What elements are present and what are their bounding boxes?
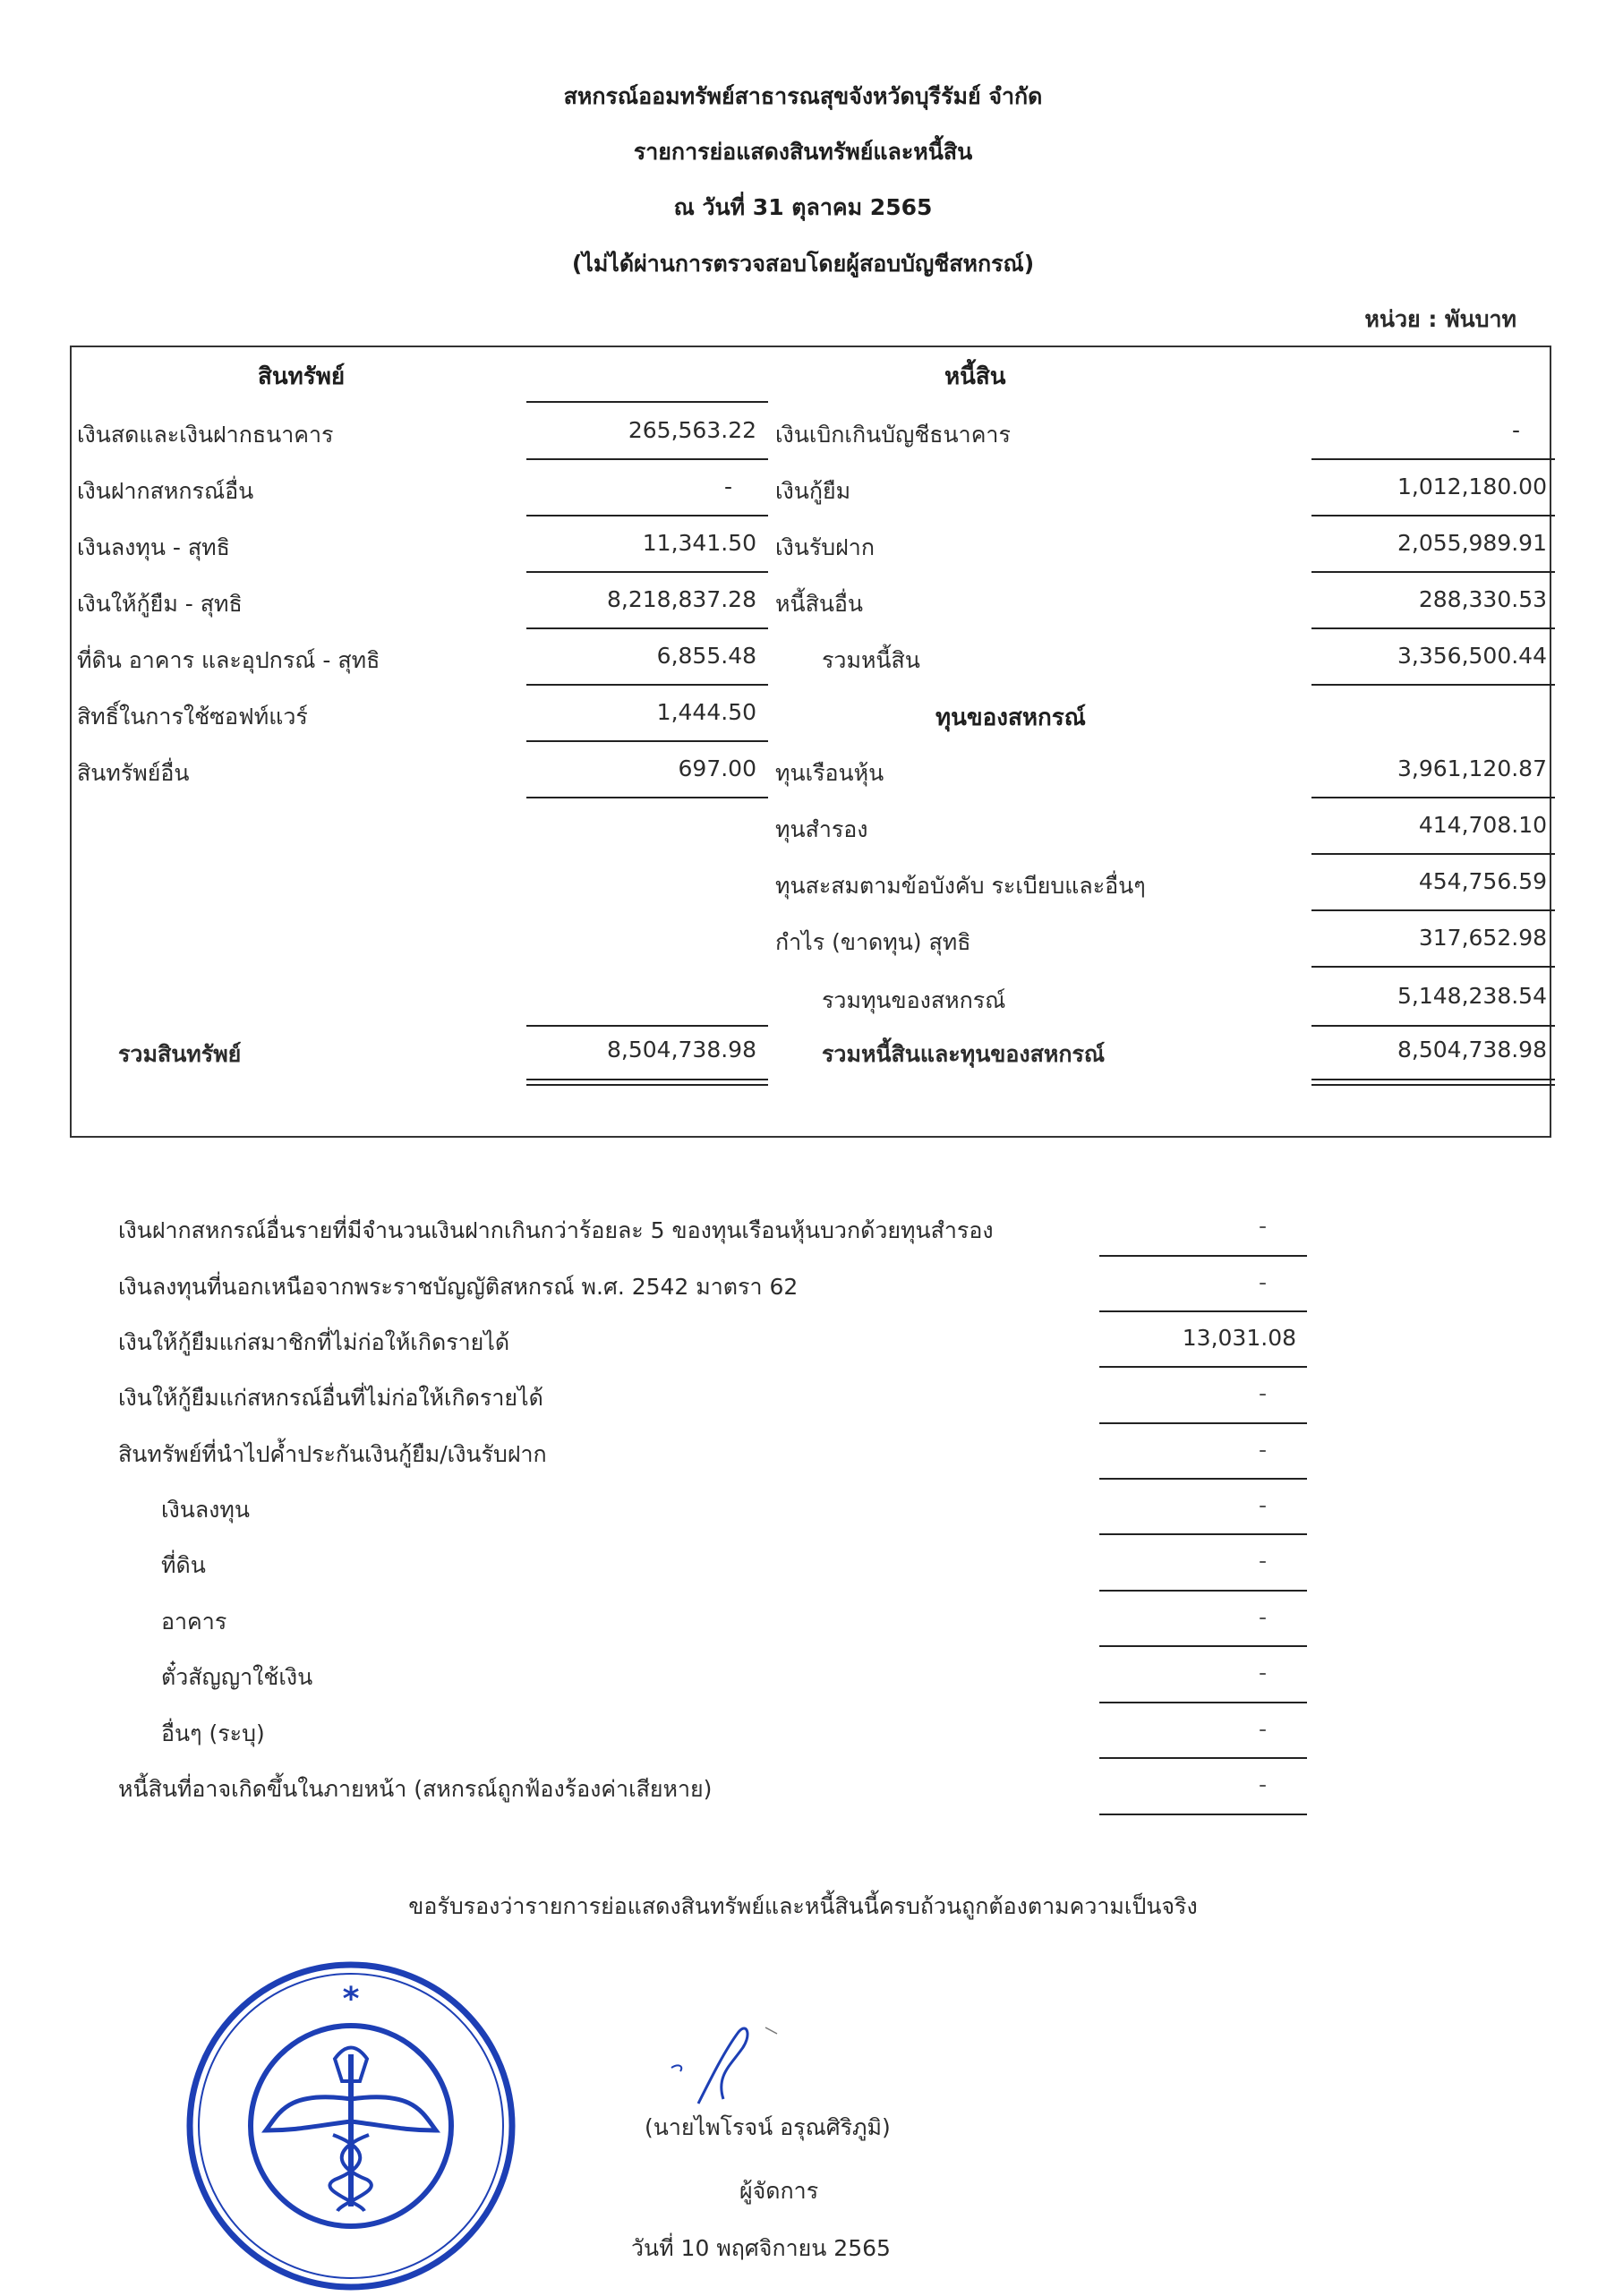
double-rule (1311, 1079, 1555, 1086)
asset-label: เงินลงทุน - สุทธิ (77, 534, 230, 560)
rule (1311, 627, 1555, 629)
note-value: - (1258, 1269, 1267, 1295)
org-name: สหกรณ์ออมทรัพย์สาธารณสุขจังหวัดบุรีรัมย์ จำกัด (563, 83, 1043, 109)
signature-date: วันที่ 10 พฤศจิกายน 2565 (631, 2235, 891, 2261)
asset-value: 1,444.50 (656, 699, 756, 725)
note-value: - (1258, 1437, 1267, 1463)
rule (1099, 1702, 1307, 1703)
asset-value: 265,563.22 (628, 417, 756, 443)
rule (1311, 966, 1555, 968)
asset-value: 8,218,837.28 (607, 586, 756, 612)
note-value: - (1258, 1660, 1267, 1686)
equity-label: ทุนเรือนหุ้น (775, 760, 884, 786)
rule (1099, 1533, 1307, 1535)
rule (526, 740, 768, 742)
assets-total-label: รวมสินทรัพย์ (118, 1041, 242, 1067)
rule (1311, 571, 1555, 573)
report-title: รายการย่อแสดงสินทรัพย์และหนี้สิน (633, 139, 973, 165)
rule (526, 797, 768, 798)
rule (1099, 1310, 1307, 1312)
asset-value: - (723, 474, 732, 499)
note-value: - (1258, 1213, 1267, 1239)
rule (526, 458, 768, 460)
rule (1311, 515, 1555, 516)
rule (526, 515, 768, 516)
liability-value: 288,330.53 (1418, 586, 1547, 612)
equity-label: กำไร (ขาดทุน) สุทธิ (775, 929, 971, 955)
rule (1311, 684, 1555, 686)
report-date: ณ วันที่ 31 ตุลาคม 2565 (673, 194, 933, 220)
rule (526, 684, 768, 686)
liability-label: เงินเบิกเกินบัญชีธนาคาร (775, 422, 1011, 448)
note-value: 13,031.08 (1182, 1325, 1296, 1351)
note-label: อื่นๆ (ระบุ) (161, 1720, 265, 1746)
note-value: - (1258, 1548, 1267, 1574)
liability-label: เงินรับฝาก (775, 534, 875, 560)
audit-note: (ไม่ได้ผ่านการตรวจสอบโดยผู้สอบบัญชีสหกรณ์) (571, 251, 1035, 277)
note-label: อาคาร (161, 1609, 227, 1635)
grand-total-value: 8,504,738.98 (1397, 1037, 1547, 1063)
double-rule (526, 1079, 768, 1086)
rule (1099, 1757, 1307, 1759)
rule (1311, 909, 1555, 911)
note-value: - (1258, 1604, 1267, 1630)
asset-label: ที่ดิน อาคาร และอุปกรณ์ - สุทธิ (77, 647, 380, 673)
note-value: - (1258, 1716, 1267, 1742)
cooperative-seal (181, 1956, 521, 2296)
equity-value: 317,652.98 (1418, 925, 1547, 951)
liabilities-total-label: รวมหนี้สิน (822, 647, 920, 673)
equity-value: 414,708.10 (1418, 812, 1547, 838)
equity-value: 3,961,120.87 (1397, 755, 1547, 781)
svg-text:*: * (342, 1981, 360, 2018)
note-label: ที่ดิน (161, 1552, 206, 1578)
note-value: - (1258, 1492, 1267, 1518)
asset-label: สิทธิ์ในการใช้ซอฟท์แวร์ (77, 704, 308, 730)
liability-label: หนี้สินอื่น (775, 591, 864, 617)
rule (1099, 1590, 1307, 1592)
liability-value: 1,012,180.00 (1397, 474, 1547, 499)
note-label: เงินให้กู้ยืมแก่สมาชิกที่ไม่ก่อให้เกิดรายได้ (118, 1329, 510, 1355)
grand-total-label: รวมหนี้สินและทุนของสหกรณ์ (822, 1041, 1106, 1067)
equity-value: 454,756.59 (1418, 868, 1547, 894)
rule (1099, 1814, 1307, 1815)
note-label: ตั๋วสัญญาใช้เงิน (161, 1664, 313, 1690)
asset-label: เงินให้กู้ยืม - สุทธิ (77, 591, 243, 617)
liability-value: 2,055,989.91 (1397, 530, 1547, 556)
asset-value: 6,855.48 (656, 643, 756, 669)
equity-heading: ทุนของสหกรณ์ (935, 704, 1086, 731)
rule (526, 401, 768, 403)
liability-value: - (1511, 417, 1520, 443)
note-label: เงินให้กู้ยืมแก่สหกรณ์อื่นที่ไม่ก่อให้เกิดรายได้ (118, 1385, 543, 1411)
signature (662, 2014, 788, 2112)
equity-total-value: 5,148,238.54 (1397, 983, 1547, 1009)
rule (526, 1025, 768, 1027)
assets-heading: สินทรัพย์ (258, 363, 346, 390)
rule (1099, 1366, 1307, 1368)
balance-sheet-frame (70, 346, 1551, 1138)
note-label: เงินลงทุนที่นอกเหนือจากพระราชบัญญัติสหกรณ์ พ.ศ. 2542 มาตรา 62 (118, 1274, 799, 1300)
assets-total-value: 8,504,738.98 (607, 1037, 756, 1063)
unit-label: หน่วย : พันบาท (1364, 306, 1516, 332)
asset-value: 11,341.50 (642, 530, 756, 556)
rule (526, 627, 768, 629)
asset-value: 697.00 (678, 755, 756, 781)
note-label: หนี้สินที่อาจเกิดขึ้นในภายหน้า (สหกรณ์ถูกฟ้องร้องค่าเสียหาย) (118, 1776, 713, 1802)
note-label: เงินลงทุน (161, 1497, 250, 1523)
certification-text: ขอรับรองว่ารายการย่อแสดงสินทรัพย์และหนี้สินนี้ครบถ้วนถูกต้องตามความเป็นจริง (408, 1893, 1198, 1919)
signatory-position: ผู้จัดการ (739, 2178, 819, 2204)
liabilities-heading: หนี้สิน (944, 363, 1006, 390)
asset-label: สินทรัพย์อื่น (77, 760, 190, 786)
asset-label: เงินฝากสหกรณ์อื่น (77, 478, 254, 504)
rule (526, 571, 768, 573)
note-value: - (1258, 1380, 1267, 1406)
rule (1099, 1422, 1307, 1424)
equity-total-label: รวมทุนของสหกรณ์ (822, 987, 1006, 1013)
equity-label: ทุนสำรอง (775, 816, 868, 842)
rule (1311, 853, 1555, 855)
rule (1099, 1645, 1307, 1647)
note-value: - (1258, 1771, 1267, 1797)
rule (1311, 1025, 1555, 1027)
liabilities-total-value: 3,356,500.44 (1397, 643, 1547, 669)
signatory-name: (นายไพโรจน์ อรุณศิริภูมิ) (645, 2114, 891, 2140)
rule (1311, 458, 1555, 460)
equity-label: ทุนสะสมตามข้อบังคับ ระเบียบและอื่นๆ (775, 873, 1146, 899)
rule (1099, 1255, 1307, 1257)
rule (1311, 797, 1555, 798)
rule (1099, 1478, 1307, 1480)
liability-label: เงินกู้ยืม (775, 478, 851, 504)
asset-label: เงินสดและเงินฝากธนาคาร (77, 422, 334, 448)
note-label: สินทรัพย์ที่นำไปค้ำประกันเงินกู้ยืม/เงินรับฝาก (118, 1441, 547, 1467)
note-label: เงินฝากสหกรณ์อื่นรายที่มีจำนวนเงินฝากเกินกว่าร้อยละ 5 ของทุนเรือนหุ้นบวกด้วยทุนสำรอง (118, 1217, 994, 1243)
